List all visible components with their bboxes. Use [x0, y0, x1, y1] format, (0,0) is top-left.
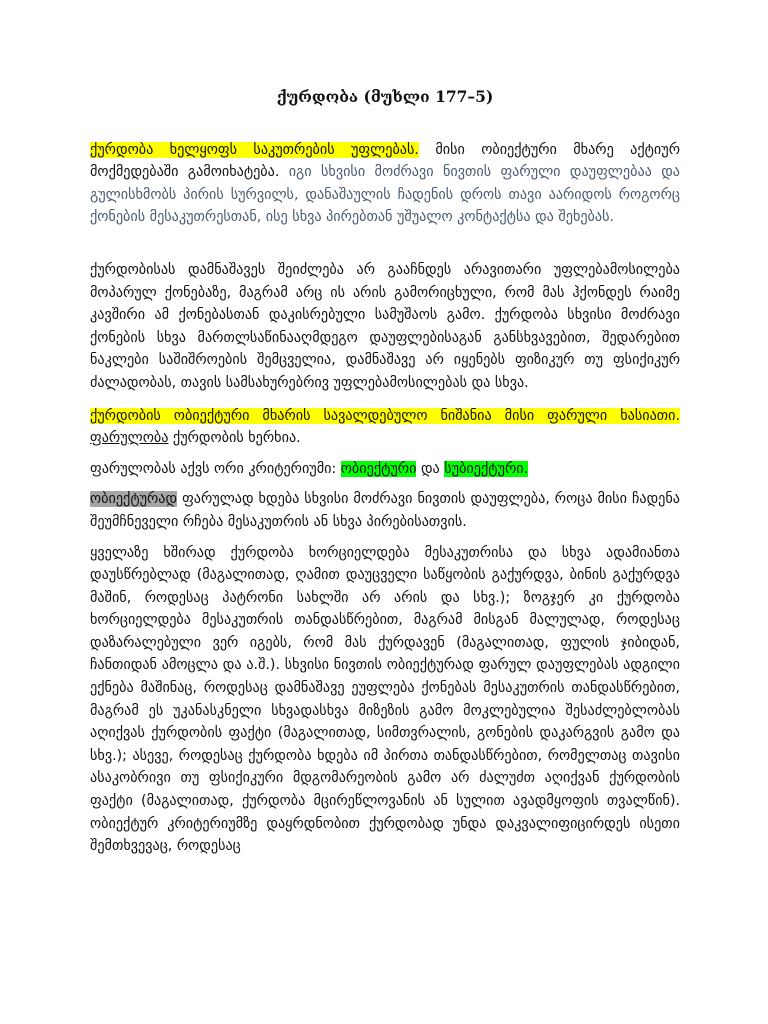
paragraph-6: ყველაზე ხშირად ქურდობა ხორციელდება მესაკუთრისა და სხვა ადამიანთა დაუსწრებლად (მაგალითად, ღამით დაუცველი საწყობის გაქურდვა, ბინის გაქურდვა მაშინ, როდესაც პატრონი სახლში არ არის და სხვ.); ზოგჯერ კი ქურდობა ხორციელდება მესაკუთრის თანდასწრებით, მაგრამ მისგან მალულად, როდესაც დაზარალებული ვერ იგებს, რომ მას ქურდავენ (მაგალითად, ფულის ჯიბიდან, ჩანთიდან ამოცლა და ა.შ.). სხვისი ნივთის ობიექტურად ფარულ დაუფლებას ადგილი ექნება მაშინაც, როდესაც დამნაშავე ეუფლება ქონებას მესაკუთრის თანდასწრებით, მაგრამ ეს უკანასკნელი სხვადასხვა მიზეზის გამო მოკლებულია შესაძლებლობას აღიქვას ქურდობის ფაქტი (მაგალითად, სიმთვრალის, გონების დაკარგვის გამო და სხვ.); ასევე, როდესაც ქურდობა ხდება იმ პირთა თანდასწრებით, რომელთაც თავისი ასაკობრივი თუ ფსიქიკური მდგომარეობის გამო არ ძალუძთ აღიქვან ქურდობის ფაქტი (მაგალითად, ქურდობა მცირეწლოვანის ან სულით ავადმყოფის თვალწინ). ობიექტურ კრიტერიუმზე დაყრდნობით ქურდობად უნდა დაკვალიფიცირდეს ისეთი შემთხვევაც, როდესაც [90, 544, 680, 855]
paragraph-text: ფარულობას აქვს ორი კრიტერიუმი: [90, 460, 341, 477]
paragraph-text: ფარულად ხდება სხვისი მოძრავი ნივთის დაუფლება, როცა მისი ჩადენა შეუმჩნეველი რჩება მესაკუთრის ან სხვა პირებისათვის. [90, 491, 680, 530]
paragraph-4 [90, 458, 680, 481]
highlighted-text: ქურდობის ობიექტური მხარის სავალდებულო ნიშანია მისი ფარული ხასიათი. [90, 407, 680, 424]
highlighted-text: ქურდობა ხელყოფს საკუთრების უფლებას. [90, 141, 419, 158]
paragraph-2: ქურდობისას დამნაშავეს შეიძლება არ გააჩნდეს არავითარი უფლებამოსილება მოპარულ ქონებაზე, მაგრამ არც ის არის გამორიცხული, რომ მას ჰქონდეს რაიმე კავშირი ამ ქონებასთან დაკისრებული სამუშაოს გამო. ქურდობა სხვისი მოძრავი ქონების სხვა მართლსაწინააღმდეგო დაუფლებისაგან განსხვავებით, შედარებით ნაკლები საშიშროების შემცველია, დამნაშავე არ იყენებს ფიზიკურ თუ ფსიქიკურ ძალადობას, თავის სამსახურებრივ უფლებამოსილებას და სხვა. [90, 261, 680, 391]
green-highlight-subjective: სუბიექტური. [444, 460, 529, 477]
paragraph-3 [90, 405, 680, 450]
underlined-text: ფარულობა [90, 430, 169, 447]
conjunction-text: და [416, 460, 445, 477]
paragraph-text: მისი ობიექტური მხარე აქტიურ მოქმედებაში გამოიხატება. [90, 141, 680, 181]
gray-highlight: ობიექტურად [90, 491, 178, 508]
green-highlight-objective: ობიექტური [340, 460, 417, 477]
document-page [90, 86, 680, 858]
paragraph-text: ქურდობის ხერხია. [168, 430, 301, 447]
document-title: ქურდობა (მუხლი 177–5) [276, 87, 494, 106]
muted-text: იგი სხვისი მოძრავი ნივთის ფარული დაუფლებაა და გულისხმობს პირის სურვილს, დანაშაულის ჩადენის დროს თავი აარიდოს როგორც ქონების მესაკუთრესთან, ისე სხვა პირებთან უშუალო კონტაქტსა და შეხებას. [90, 164, 681, 226]
paragraph-1 [90, 139, 680, 229]
paragraph-5 [90, 488, 680, 533]
